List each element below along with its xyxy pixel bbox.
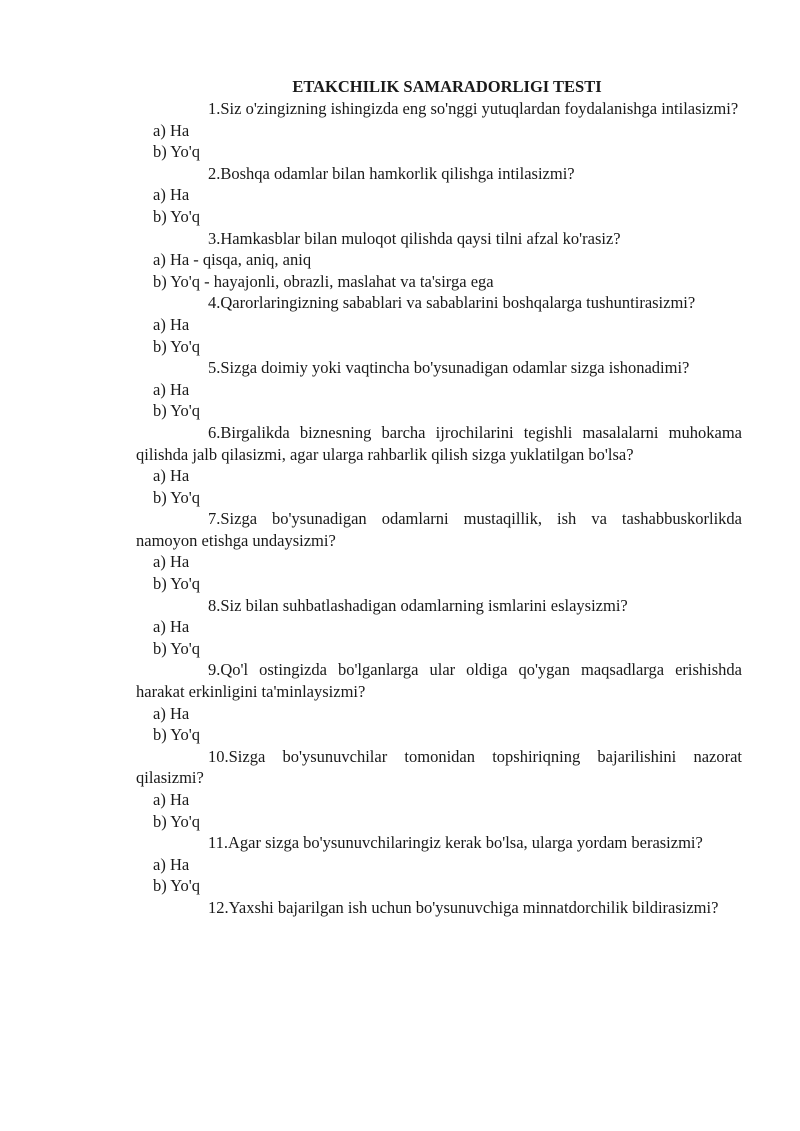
question-9 <box>136 659 742 745</box>
answer-option-b: b) Yo'q <box>153 206 200 226</box>
question-6 <box>136 422 742 508</box>
question-text <box>136 163 742 185</box>
question-10 <box>136 746 742 832</box>
question-body: Birgalikda biznesning barcha ijrochilarini tegishli masalalarni muhokama qilishda jalb qilasizmi, agar ularga rahbarlik qilish sizga yuklatilgan bo'lsa? <box>136 422 742 464</box>
question-text <box>136 595 742 617</box>
question-number: 10. <box>208 746 229 766</box>
question-12 <box>136 897 742 919</box>
answer-option-b: b) Yo'q <box>153 142 200 162</box>
question-number: 6. <box>208 422 221 442</box>
question-text <box>136 98 742 120</box>
question-text <box>136 292 742 314</box>
question-11 <box>136 832 742 897</box>
answer-option-b: b) Yo'q <box>153 574 200 594</box>
question-body: Sizga doimiy yoki vaqtincha bo'ysunadigan odamlar sizga ishonadimi? <box>220 358 690 378</box>
question-5 <box>136 357 742 422</box>
answer-option-b: b) Yo'q <box>153 811 200 831</box>
answer-option-b: b) Yo'q <box>153 401 200 421</box>
answer-option-b: b) Yo'q <box>153 725 200 745</box>
question-text <box>136 422 742 465</box>
question-number: 5. <box>208 358 221 378</box>
question-7 <box>136 508 742 594</box>
answer-option-a: a) Ha <box>153 120 190 140</box>
question-number: 3. <box>208 228 221 248</box>
answer-option-a: a) Ha <box>153 185 190 205</box>
question-body: Qo'l ostingizda bo'lganlarga ular oldiga qo'ygan maqsadlarga erishishda harakat erkinligini ta'minlaysizmi? <box>136 660 742 702</box>
question-text <box>136 659 742 702</box>
answer-option-a: a) Ha <box>153 617 190 637</box>
answer-option-a: a) Ha <box>153 379 190 399</box>
question-body: Hamkasblar bilan muloqot qilishda qaysi tilni afzal ko'rasiz? <box>220 228 621 248</box>
question-body: Qarorlaringizning sabablari va sabablarini boshqalarga tushuntirasizmi? <box>220 293 696 313</box>
question-text <box>136 508 742 551</box>
question-number: 8. <box>208 595 221 615</box>
answer-option-a: a) Ha <box>153 854 190 874</box>
answer-option-a: a) Ha <box>153 790 190 809</box>
question-number: 1. <box>208 99 221 118</box>
answer-option-b: b) Yo'q <box>153 876 200 896</box>
document-title: ETAKCHILIK SAMARADORLIGI TESTI <box>292 77 602 96</box>
question-text <box>136 832 742 854</box>
question-text <box>136 228 742 250</box>
question-number: 9. <box>208 660 221 680</box>
answer-option-a: a) Ha <box>153 466 190 486</box>
question-number: 2. <box>208 163 221 183</box>
question-text <box>136 897 742 919</box>
question-body: Sizga bo'ysunuvchilar tomonidan topshiriqning bajarilishini nazorat qilasizmi? <box>136 746 742 788</box>
question-number: 12. <box>208 897 229 917</box>
answer-option-a: a) Ha - qisqa, aniq, aniq <box>153 250 312 270</box>
question-1 <box>136 98 742 163</box>
answer-option-a: a) Ha <box>153 314 190 334</box>
question-8 <box>136 595 742 660</box>
question-3 <box>136 228 742 293</box>
answer-option-a: a) Ha <box>153 552 190 572</box>
document-page <box>136 76 742 919</box>
answer-option-b: b) Yo'q <box>153 638 200 658</box>
answer-option-b: b) Yo'q <box>153 336 200 356</box>
question-text <box>136 746 742 789</box>
question-text <box>136 357 742 379</box>
answer-option-b: b) Yo'q <box>153 487 200 507</box>
question-body: Boshqa odamlar bilan hamkorlik qilishga intilasizmi? <box>220 163 575 183</box>
question-body: Siz o'zingizning ishingizda eng so'nggi yutuqlardan foydalanishga intilasizmi? <box>220 99 739 118</box>
question-4 <box>136 292 742 357</box>
question-number: 4. <box>208 293 221 313</box>
question-number: 7. <box>208 509 221 529</box>
answer-option-b: b) Yo'q - hayajonli, obrazli, maslahat va ta'sirga ega <box>153 271 494 291</box>
question-body: Sizga bo'ysunadigan odamlarni mustaqillik, ish va tashabbuskorlikda namoyon etishga undaysizmi? <box>136 509 742 550</box>
question-body: Agar sizga bo'ysunuvchilaringiz kerak bo'lsa, ularga yordam berasizmi? <box>228 833 703 853</box>
answer-option-a: a) Ha <box>153 703 190 723</box>
question-body: Siz bilan suhbatlashadigan odamlarning ismlarini eslaysizmi? <box>220 595 628 615</box>
question-number: 11. <box>208 833 229 853</box>
question-body: Yaxshi bajarilgan ish uchun bo'ysunuvchiga minnatdorchilik bildirasizmi? <box>228 897 719 917</box>
question-2 <box>136 163 742 228</box>
